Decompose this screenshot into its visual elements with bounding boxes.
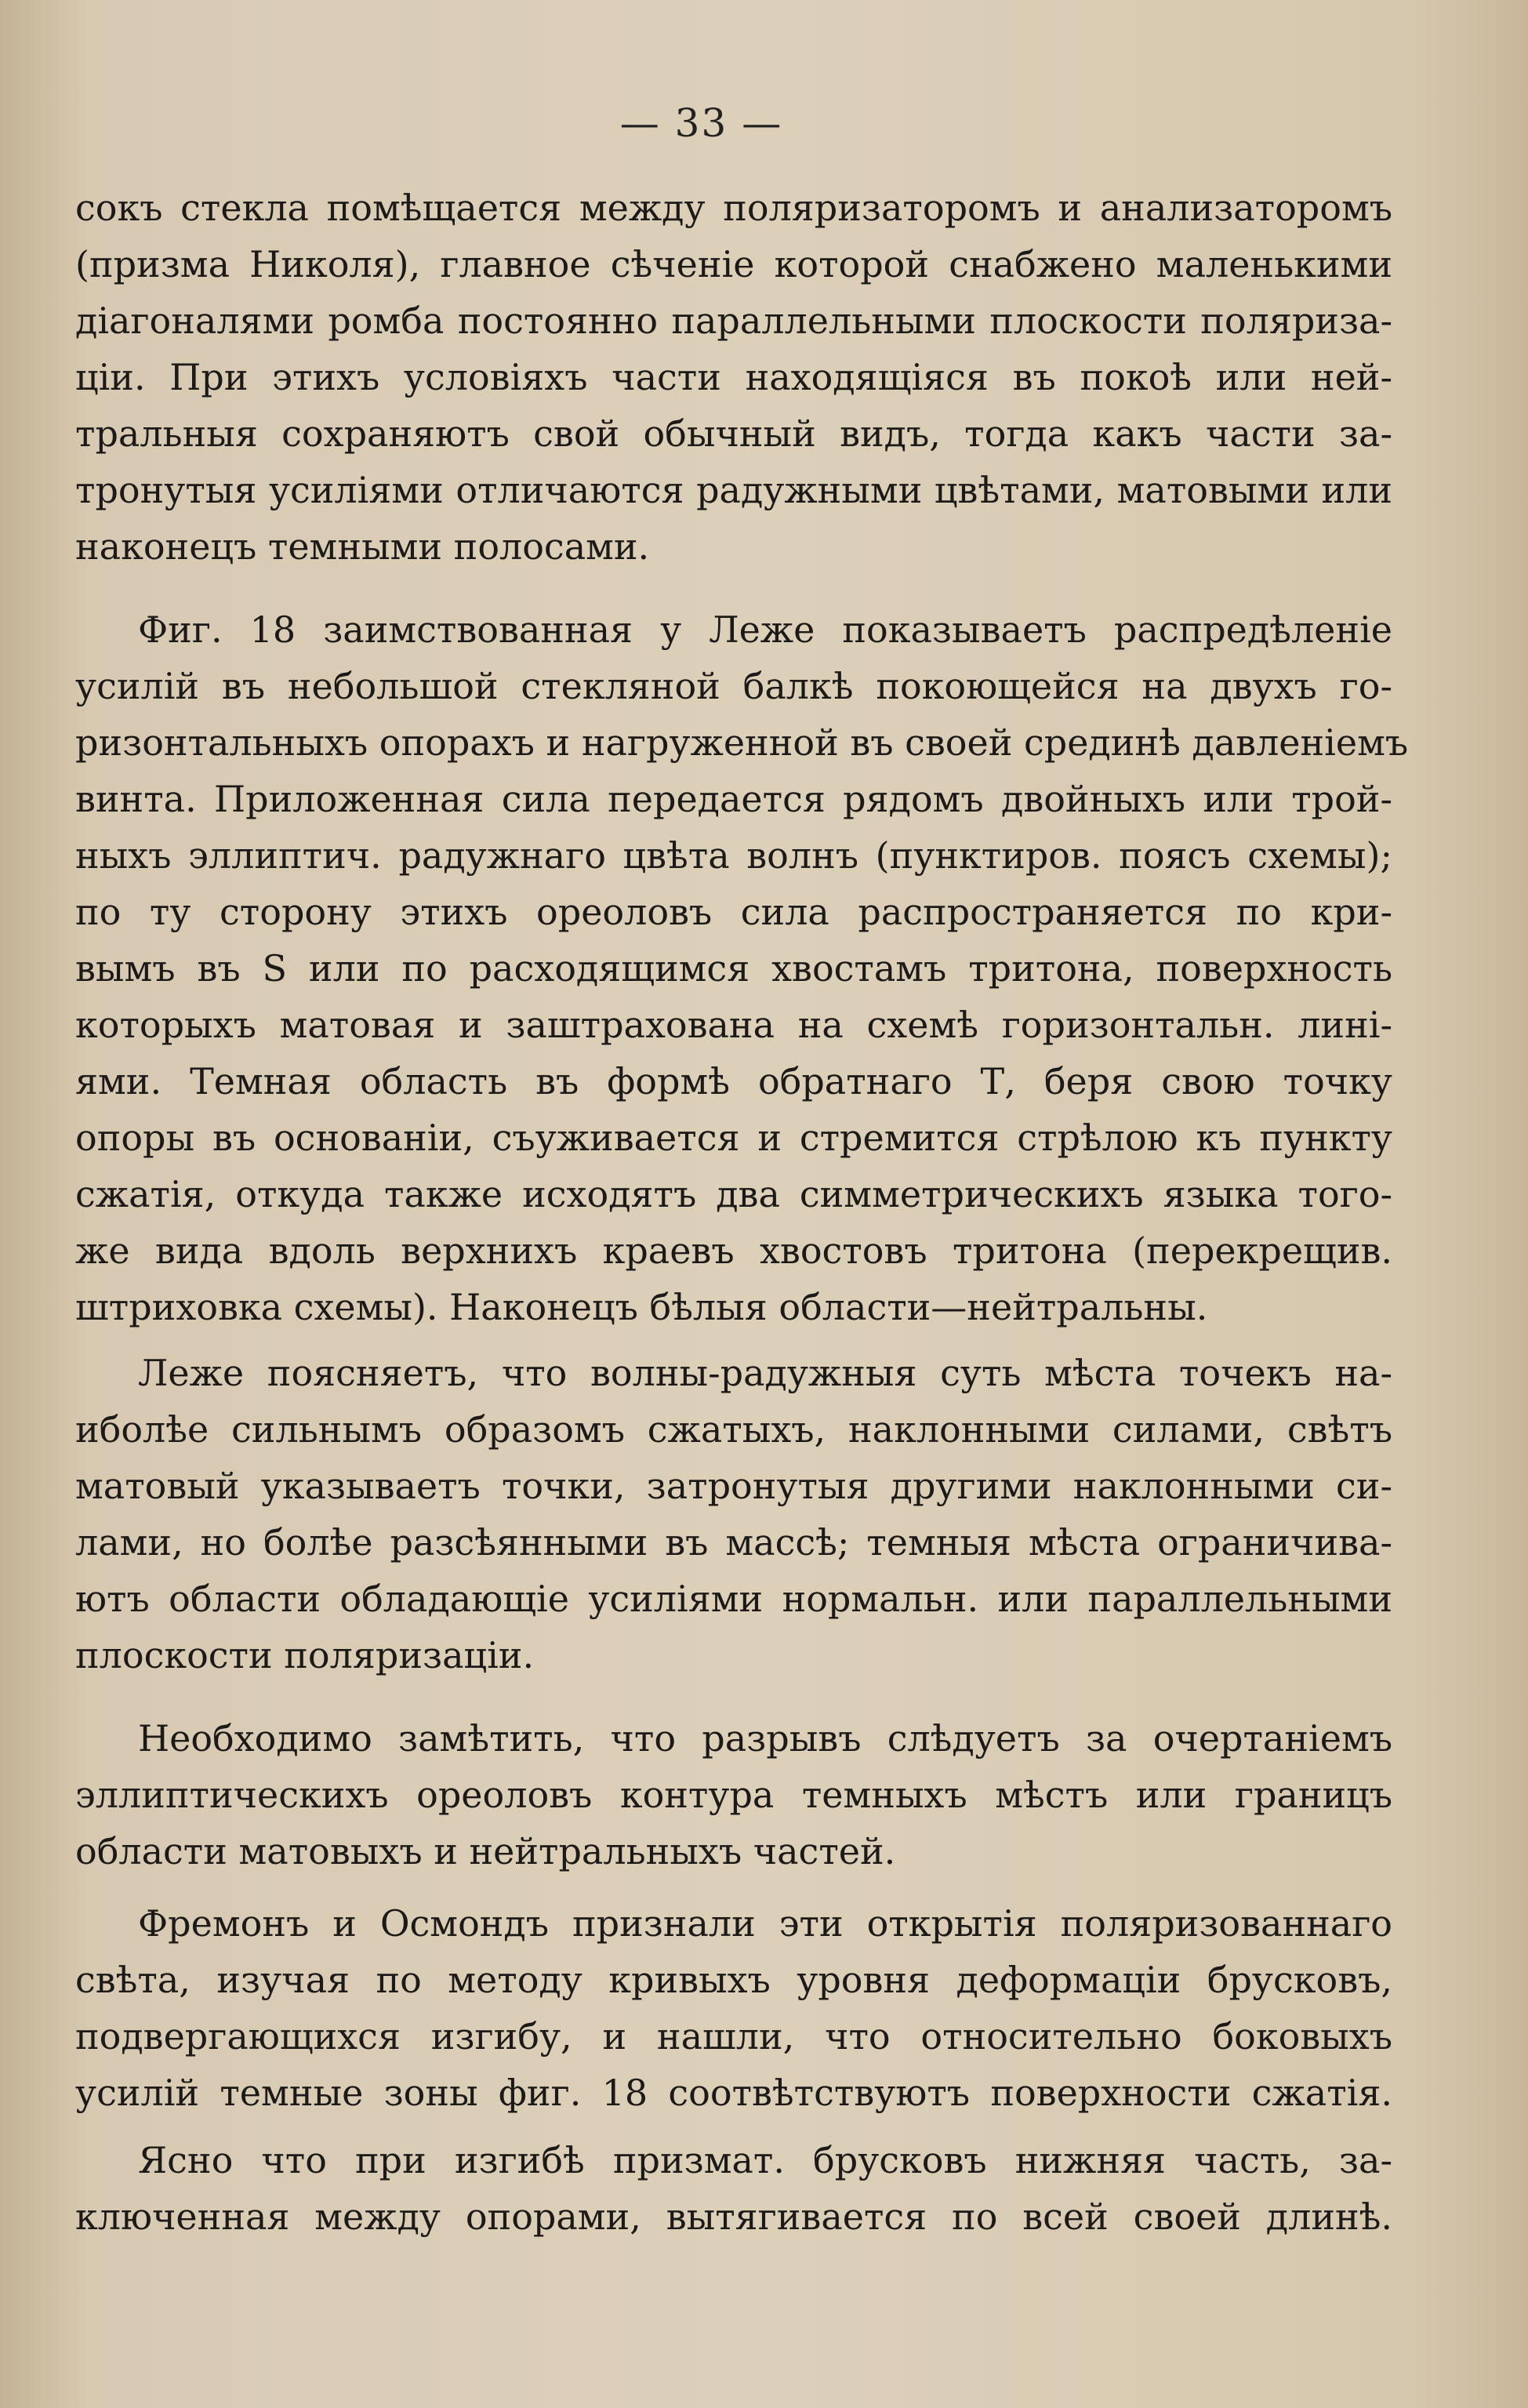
text-line: по ту сторону этихъ ореоловъ сила распространяется по кри-	[75, 891, 1392, 933]
text-line: матовый указываетъ точки, затронутыя другими наклонными си-	[75, 1465, 1392, 1507]
text-line: ями. Темная область въ формѣ обратнаго Т, беря свою точку	[75, 1060, 1392, 1102]
text-line: наконецъ темными полосами.	[75, 525, 650, 568]
text-line: подвергающихся изгибу, и нашли, что относительно боковыхъ	[75, 2015, 1392, 2058]
text-line: иболѣе сильнымъ образомъ сжатыхъ, наклонными силами, свѣтъ	[75, 1408, 1392, 1451]
text-line: штриховка схемы). Наконецъ бѣлыя области—нейтральны.	[75, 1286, 1208, 1328]
text-line: лами, но болѣе разсѣянными въ массѣ; темныя мѣста ограничива-	[75, 1521, 1392, 1564]
text-line: Фремонъ и Осмондъ признали эти открытія поляризованнаго	[138, 1902, 1392, 1945]
text-line: области матовыхъ и нейтральныхъ частей.	[75, 1830, 896, 1872]
text-line: Леже поясняетъ, что волны-радужныя суть мѣста точекъ на-	[138, 1352, 1392, 1394]
text-line: ціи. При этихъ условіяхъ части находящіяся въ покоѣ или ней-	[75, 356, 1392, 398]
text-line: ключенная между опорами, вытягивается по всей своей длинѣ.	[75, 2196, 1392, 2238]
text-line: сокъ стекла помѣщается между поляризаторомъ и анализаторомъ	[75, 187, 1392, 229]
text-line: вымъ въ S или по расходящимся хвостамъ тритона, поверхность	[75, 947, 1392, 990]
text-line: Ясно что при изгибѣ призмат. брусковъ нижняя часть, за-	[138, 2139, 1392, 2181]
text-line: сжатія, откуда также исходятъ два симметрическихъ языка того-	[75, 1173, 1392, 1215]
text-line: Необходимо замѣтить, что разрывъ слѣдуетъ за очертаніемъ	[138, 1717, 1392, 1760]
text-line: тронутыя усиліями отличаются радужными цвѣтами, матовыми или	[75, 469, 1392, 511]
text-line: эллиптическихъ ореоловъ контура темныхъ мѣстъ или границъ	[75, 1774, 1392, 1816]
text-line: Фиг. 18 заимствованная у Леже показываетъ распредѣленіе	[138, 608, 1392, 651]
text-line: опоры въ основаніи, съуживается и стремится стрѣлою къ пункту	[75, 1117, 1392, 1159]
text-line: ютъ области обладающіе усиліями нормальн. или параллельными	[75, 1578, 1392, 1620]
text-line: же вида вдоль верхнихъ краевъ хвостовъ тритона (перекрещив.	[75, 1229, 1392, 1272]
text-line: діагоналями ромба постоянно параллельными плоскости поляриза-	[75, 300, 1392, 342]
text-line: усилій темные зоны фиг. 18 соотвѣтствуютъ поверхности сжатія.	[75, 2072, 1392, 2114]
text-line: винта. Приложенная сила передается рядомъ двойныхъ или трой-	[75, 778, 1392, 820]
text-line: (призма Николя), главное сѣченіе которой снабжено маленькими	[75, 243, 1392, 285]
text-line: ризонтальныхъ опорахъ и нагруженной въ своей срединѣ давленіемъ	[75, 721, 1409, 764]
page-number: — 33 —	[619, 100, 783, 146]
text-line: которыхъ матовая и заштрахована на схемѣ горизонтальн. лині-	[75, 1004, 1392, 1046]
text-line: тральныя сохраняютъ свой обычный видъ, тогда какъ части за-	[75, 412, 1392, 455]
text-line: плоскости поляризаціи.	[75, 1634, 535, 1676]
text-line: свѣта, изучая по методу кривыхъ уровня деформаціи брусковъ,	[75, 1959, 1392, 2001]
text-line: усилій въ небольшой стекляной балкѣ покоющейся на двухъ го-	[75, 665, 1392, 707]
text-line: ныхъ эллиптич. радужнаго цвѣта волнъ (пунктиров. поясъ схемы);	[75, 834, 1392, 877]
